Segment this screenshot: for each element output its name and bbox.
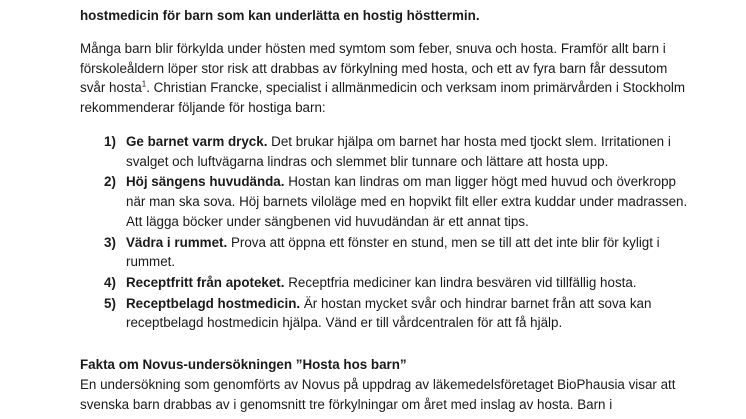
tip-text: Receptfria mediciner kan lindra besvären vid tillfällig hosta. xyxy=(284,274,637,290)
intro-text-part-1: Många barn blir förkylda under hösten med symtom som feber, snuva och hosta. Framför allt barn i förskoleåldern löper stor risk att drabbas av förkylning med hosta, och ett av fyra barn får dessutom svår hosta xyxy=(80,41,668,96)
tip-title: Receptfritt från apoteket. xyxy=(126,274,285,290)
tip-title: Höj sängens huvudända. xyxy=(126,174,285,190)
footnote-mark: 1 xyxy=(141,79,147,89)
tip-item xyxy=(80,294,692,333)
lead-line: hostmedicin för barn som kan underlätta en hostig hösttermin. xyxy=(80,8,480,23)
intro-text-part-2: . Christian Francke, specialist i allmänmedicin och verksam inom primärvården i Stockholm rekommenderar följande för hostiga barn: xyxy=(80,80,686,116)
tip-number: 4) xyxy=(104,274,116,290)
tip-item xyxy=(80,233,692,272)
facts-heading: Fakta om Novus-undersökningen ”Hosta hos barn” xyxy=(80,357,407,372)
tip-text: Är hostan mycket svår och hindrar barnet från att sova kan receptbelagd hostmedicin hjälpa. Vänd er till vårdcentralen för att få hjälp. xyxy=(126,295,652,331)
tip-text: Det brukar hjälpa om barnet har hosta med tjockt slem. Irritationen i svalget och luftvägarna lindras och slemmet blir tunnare och lättare att hosta upp. xyxy=(126,134,671,169)
tip-number: 2) xyxy=(104,174,116,190)
facts-paragraph: En undersökning som genomförts av Novus på uppdrag av läkemedelsföretaget BioPhausia visar att svenska barn drabbas av i genomsnitt tre förkylningar om året med inslag av hosta. Barn i xyxy=(80,377,676,412)
tip-number: 1) xyxy=(104,134,116,149)
tips-list xyxy=(80,132,692,334)
intro-paragraph xyxy=(80,39,692,118)
tip-text: Prova att öppna ett fönster en stund, men se till att det inte blir för kyligt i rummet. xyxy=(126,234,660,270)
tip-item xyxy=(80,132,692,171)
tip-title: Ge barnet varm dryck. xyxy=(126,134,268,149)
tip-title: Receptbelagd hostmedicin. xyxy=(126,295,301,311)
tip-title: Vädra i rummet. xyxy=(126,234,228,250)
tip-number: 3) xyxy=(104,234,116,250)
tip-item xyxy=(80,273,692,293)
tip-item xyxy=(80,172,692,231)
tip-text: Hostan kan lindras om man ligger högt med huvud och överkropp när man ska sova. Höj barnets viloläge med en hopvikt filt eller extra kuddar under madrassen. Att lägga böcker under sängbenen vid huvudändan är ett annat tips. xyxy=(126,174,688,229)
tip-number: 5) xyxy=(104,295,116,311)
